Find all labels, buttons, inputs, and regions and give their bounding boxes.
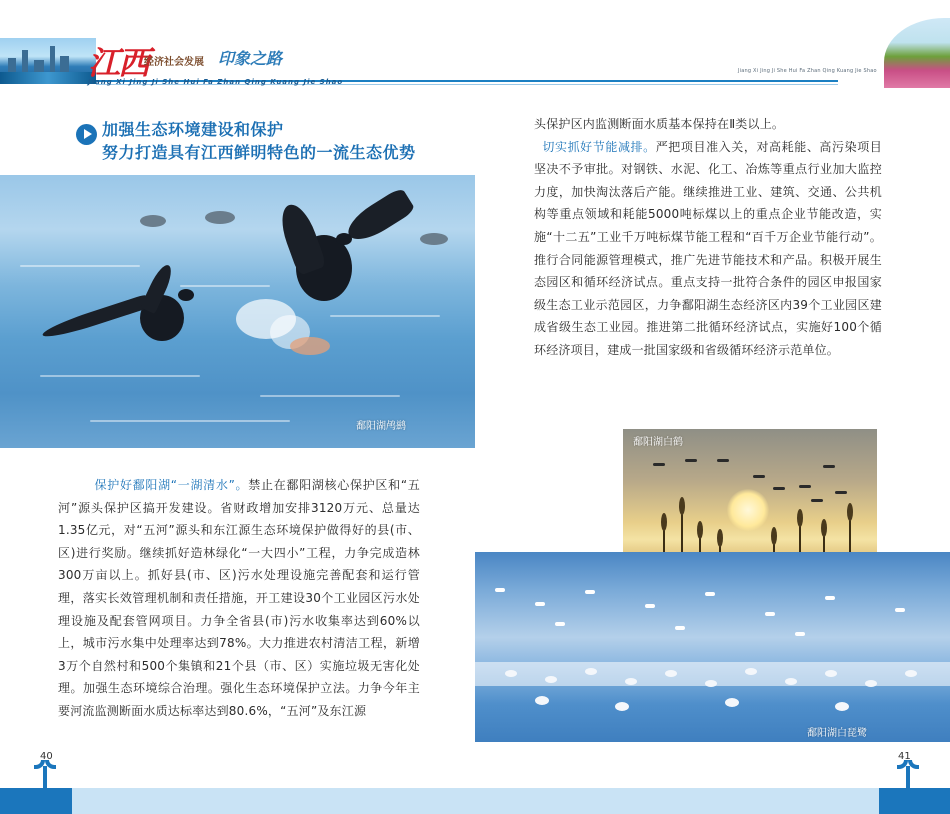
footer-band (0, 788, 950, 814)
caption-swan: 鄱阳湖白琵鹭 (807, 728, 867, 739)
photo-swan (475, 552, 950, 742)
footer-y-icon-right (897, 760, 919, 774)
header-pinyin-left: Jiang Xi Jing Ji She Hui Fa Zhan Qing Kuang Jie Shao (88, 78, 344, 86)
play-icon (76, 124, 97, 145)
header-pinyin-right: Jiang Xi Jing Ji She Hui Fa Zhan Qing Kuang Jie Shao (738, 68, 877, 74)
brand-title: 江西 (88, 44, 149, 82)
left-lead: 保护好鄱阳湖“一湖清水”。 (94, 478, 249, 492)
page-number-left: 40 (40, 751, 53, 762)
caption-crane: 鄱阳湖白鹤 (633, 437, 683, 448)
right-lead: 切实抓好节能减排。 (542, 139, 656, 154)
caption-cormorant: 鄱阳湖鸬鹚 (356, 421, 406, 432)
footer-block-left (0, 788, 72, 814)
left-body: 禁止在鄱阳湖核心保护区和“五河”源头保护区搞开发建设。省财政增加安排3120万元、总量达1.35亿元，对“五河”源头和东江源生态环境保护做得好的县(市、区)进行奖励。继续抓好造林绿化“一大四小”工程，力争完成造林300万亩以上。抓好县(市、区)污水处理设施完善配套和运行管理，落实长效管理机制和责任措施，开工建设30个工业园区污水处理设施及配套管网项目。力争全省县(市)污水收集率达到60%以上，城市污水集中处理率达到78%。大力推进农村清洁工程，新增3万个自然村和500个集镇和21个县（市、区）实施垃圾无害化处理。加强生态环境综合治理。强化生态环境保护立法。力争今年主要河流监测断面水质达标率达到80.6%，“五河”及东江源 (58, 478, 420, 718)
right-continued: 头保护区内监测断面水质基本保持在Ⅱ类以上。 (534, 117, 785, 131)
footer-block-right (879, 788, 950, 814)
header-photo-left (0, 38, 96, 84)
brand-subtitle: 经济社会发展 (144, 57, 204, 68)
left-column-text (58, 474, 420, 723)
right-body: 严把项目准入关，对高耗能、高污染项目坚决不予审批。对钢铁、水泥、化工、冶炼等重点行业加大监控力度，加快淘汰落后产能。继续推进工业、建筑、交通、公共机构等重点领域和耗能5000吨标煤以上的重点企业节能改造，实施“十二五”工业千万吨标煤节能工程和“百千万企业节能行动”。推行合同能源管理模式，推广先进节能技术和产品。积极开展生态园区和循环经济试点。重点支持一批符合条件的园区申报国家级生态工业示范园区，力争鄱阳湖生态经济区内39个工业园区建成省级生态工业园。推进第二批循环经济试点，实施好100个循环经济项目，建成一批国家级和省级循环经济示范单位。 (534, 139, 882, 357)
header-photo-right (884, 18, 950, 88)
page-number-right: 41 (898, 751, 911, 762)
photo-cormorant (0, 175, 475, 448)
right-column-text (534, 113, 882, 362)
brand-script: 印象之路 (218, 49, 283, 68)
footer-y-icon-left (34, 760, 56, 774)
section-heading-line1: 加强生态环境建设和保护 (102, 120, 284, 139)
section-heading-line2: 努力打造具有江西鲜明特色的一流生态优势 (102, 143, 416, 162)
